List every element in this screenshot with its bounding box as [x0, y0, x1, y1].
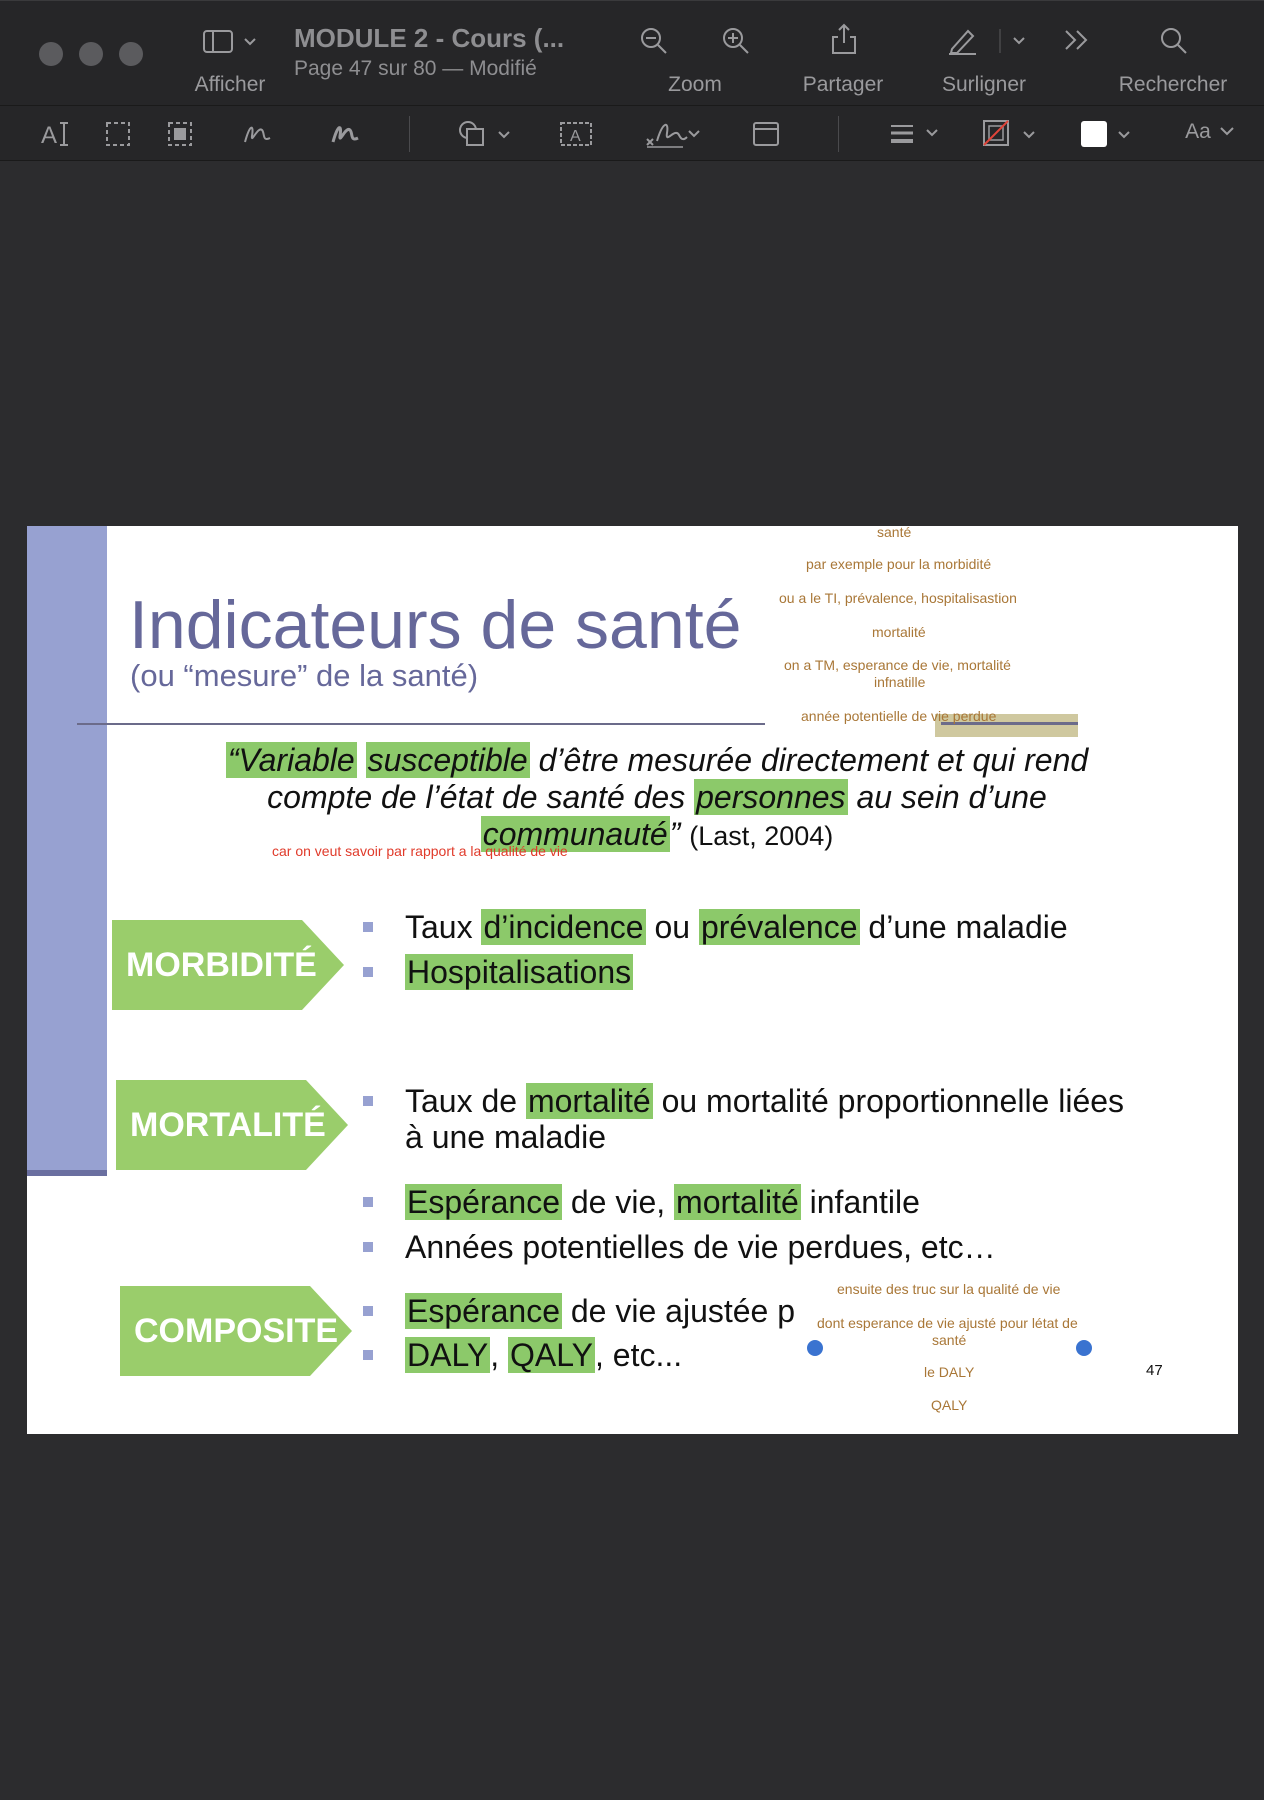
bullet-text: de vie ajustée p — [561, 1293, 796, 1329]
line-style-icon[interactable] — [889, 121, 945, 147]
bullet-text: de vie, — [561, 1184, 675, 1220]
page-status: Page 47 sur 80 — Modifié — [294, 57, 537, 80]
search-icon[interactable] — [1160, 27, 1188, 55]
bullet-marker — [363, 1350, 373, 1360]
annotation-note[interactable]: santé — [932, 1332, 967, 1348]
annotation-red-note: car on veut savoir par rapport a la qualité de vie — [272, 843, 568, 859]
selection-handle[interactable] — [807, 1340, 823, 1356]
highlighted-word: personnes — [696, 779, 846, 815]
annotation-note: on a TM, esperance de vie, mortalité — [784, 657, 1011, 673]
bullet-text: , — [490, 1337, 508, 1373]
smart-selection-icon[interactable] — [167, 121, 193, 147]
highlighted-word: “Variable — [227, 742, 355, 778]
highlighted-word: mortalité — [676, 1184, 799, 1220]
highlighted-word: QALY — [510, 1337, 593, 1373]
highlighted-word: mortalité — [527, 1083, 651, 1119]
highlighted-word: d’incidence — [483, 909, 644, 945]
minimize-window-button[interactable] — [79, 42, 103, 66]
bullet-text: ou — [645, 909, 699, 945]
title-divider — [77, 723, 765, 725]
bullet-text: infantile — [800, 1184, 920, 1220]
highlighted-word: Hospitalisations — [407, 954, 632, 990]
share-icon[interactable] — [830, 23, 858, 55]
annotation-note: ou a le TI, prévalence, hospitalisastion — [779, 590, 1017, 606]
highlighted-word: susceptible — [367, 742, 528, 778]
annotation-note: santé — [877, 526, 912, 540]
annotation-note: ensuite des truc sur la qualité de vie — [837, 1281, 1061, 1297]
draw-icon[interactable] — [330, 120, 362, 148]
bullet-marker — [363, 1242, 373, 1252]
window-form-icon[interactable] — [752, 121, 780, 147]
rect-selection-icon[interactable] — [105, 121, 131, 147]
composite-arrow — [120, 1286, 352, 1376]
slide-side-bar — [27, 526, 107, 1176]
afficher-label[interactable]: Afficher — [194, 73, 266, 96]
bullet-text: Années potentielles de vie perdues, etc… — [405, 1229, 996, 1265]
chevron-down-icon[interactable] — [1219, 126, 1235, 138]
rechercher-label[interactable]: Rechercher — [1118, 73, 1228, 96]
slide-page — [27, 526, 1238, 1434]
zoom-window-button[interactable] — [119, 42, 143, 66]
partager-label[interactable]: Partager — [802, 73, 884, 96]
slide-side-line — [27, 1170, 107, 1176]
quote-text: ” — [669, 816, 690, 852]
toolbar-separator — [838, 116, 839, 152]
annotation-note: le DALY — [924, 1364, 975, 1380]
more-tools-icon[interactable] — [1063, 29, 1091, 51]
window-titlebar — [0, 0, 1264, 105]
bullet-marker — [363, 967, 373, 977]
definition-quote — [197, 742, 1117, 855]
highlighted-word: DALY — [407, 1337, 489, 1373]
bullet-marker — [363, 1197, 373, 1207]
close-window-button[interactable] — [39, 42, 63, 66]
quote-text: au sein d’une — [847, 779, 1047, 815]
zoom-in-icon[interactable] — [722, 27, 750, 55]
sketch-icon[interactable] — [242, 120, 274, 148]
quote-text: d’être mesurée directement et qui rend compte de l’état de santé des — [267, 742, 1089, 815]
markup-toolbar — [0, 105, 1264, 161]
highlighted-word: Espérance — [407, 1184, 560, 1220]
annotation-note: par exemple pour la morbidité — [806, 556, 992, 572]
bullet-text: Taux — [405, 909, 482, 945]
bullet-text: d’une maladie — [859, 909, 1068, 945]
mortalite-label: MORTALITÉ — [130, 1105, 326, 1144]
morbidite-arrow — [112, 920, 344, 1010]
bullet-marker — [363, 1096, 373, 1106]
zoom-out-icon[interactable] — [640, 27, 668, 55]
annotation-note: QALY — [931, 1397, 968, 1413]
bullet-text: ou mortalité proportionnelle liées — [652, 1083, 1125, 1119]
text-selection-icon[interactable] — [40, 119, 72, 149]
decorative-rule — [935, 725, 1078, 737]
border-color-icon[interactable] — [982, 119, 1042, 149]
svg-text:A: A — [41, 122, 58, 149]
annotation-note: année potentielle de vie perdue — [801, 708, 997, 724]
morbidite-label: MORBIDITÉ — [126, 945, 317, 984]
bullet-text: Taux de — [405, 1083, 526, 1119]
bullet-marker — [363, 1306, 373, 1316]
annotation-note[interactable]: dont esperance de vie ajusté pour létat de — [817, 1315, 1078, 1331]
shapes-icon[interactable] — [457, 119, 513, 149]
selection-handle[interactable] — [1076, 1340, 1092, 1356]
bullet-text: à une maladie — [405, 1119, 607, 1155]
annotation-note: infnatille — [874, 674, 926, 690]
quote-citation: (Last, 2004) — [689, 821, 834, 851]
toolbar-separator — [409, 116, 410, 152]
highlighted-word: communauté — [482, 816, 668, 852]
text-style-button[interactable]: Aa — [1185, 120, 1211, 143]
surligner-label[interactable]: Surligner — [941, 73, 1027, 96]
highlighted-word: Espérance — [407, 1293, 560, 1329]
svg-text:A: A — [570, 128, 581, 145]
zoom-label[interactable]: Zoom — [668, 73, 722, 96]
slide-page-number: 47 — [1146, 1362, 1163, 1379]
document-title[interactable]: MODULE 2 - Cours (... — [294, 23, 565, 53]
bullet-text: , etc... — [595, 1337, 683, 1373]
highlight-pen-icon[interactable] — [948, 25, 1038, 55]
highlighted-word: prévalence — [700, 909, 858, 945]
signature-icon[interactable] — [643, 119, 703, 149]
fill-color-icon[interactable] — [1079, 119, 1135, 149]
sidebar-toggle-icon[interactable] — [203, 29, 259, 55]
composite-label: COMPOSITE — [134, 1311, 339, 1350]
slide-subtitle: (ou “mesure” de la santé) — [130, 658, 479, 693]
bullet-marker — [363, 922, 373, 932]
text-box-icon[interactable] — [559, 121, 593, 147]
annotation-note: mortalité — [872, 624, 926, 640]
slide-title: Indicateurs de santé — [129, 587, 742, 663]
mortalite-arrow — [116, 1080, 348, 1170]
